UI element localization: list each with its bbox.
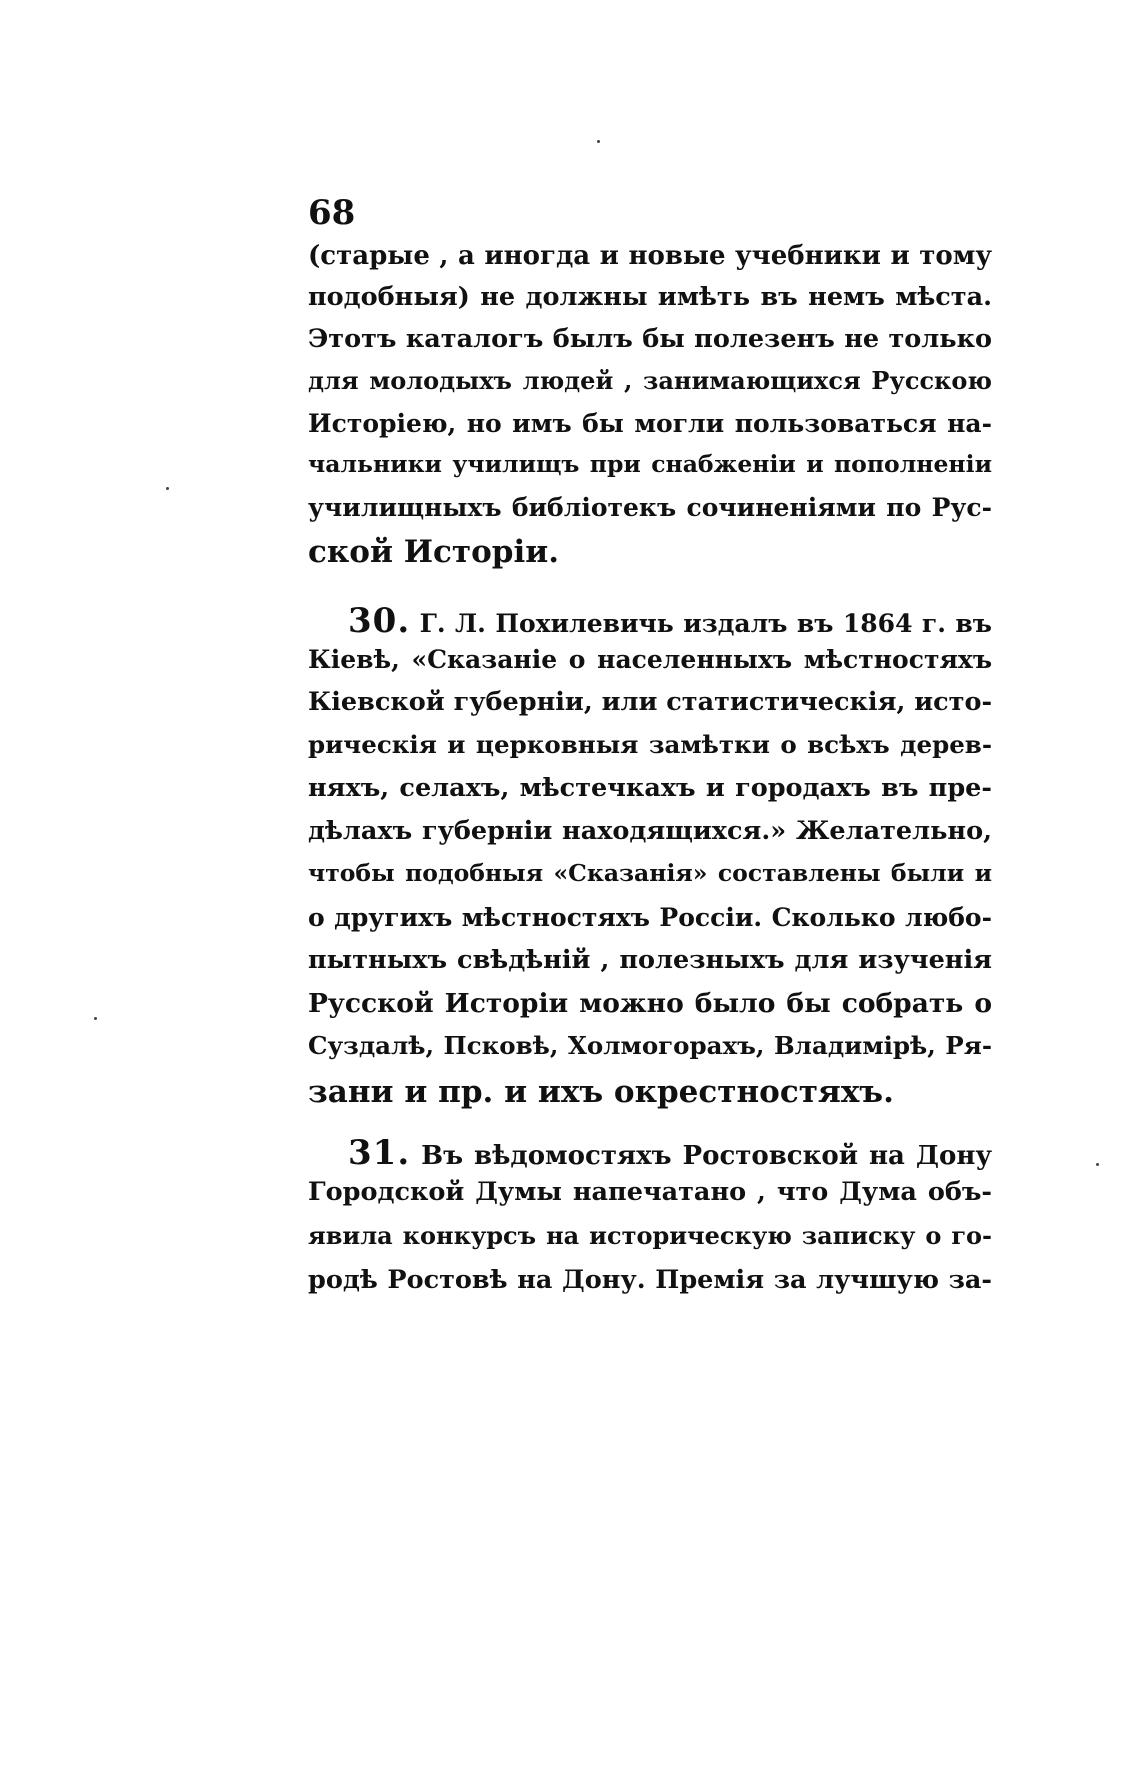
scan-speck	[1096, 1163, 1099, 1166]
text-line: Городской Думы напечатано , что Дума объ-	[308, 1177, 992, 1207]
text-line: рическія и церковныя замѣтки о всѣхъ дерев-	[308, 730, 992, 759]
text-line: дѣлахъ губерніи находящихся.» Желательно,	[308, 816, 992, 846]
scan-speck	[597, 140, 600, 143]
text-line: Этотъ каталогъ былъ бы полезенъ не только	[308, 324, 992, 354]
scan-speck	[94, 1017, 97, 1020]
text-line: Кіевѣ, «Сказаніе о населенныхъ мѣстностяхъ	[308, 645, 992, 674]
scan-speck	[166, 487, 169, 490]
text-line: о другихъ мѣстностяхъ Россіи. Сколько любо-	[308, 903, 992, 932]
text-line: Русской Исторіи можно было бы собрать о	[308, 988, 992, 1019]
text-line: родѣ Ростовѣ на Дону. Премія за лучшую за-	[308, 1265, 992, 1295]
text-line: чтобы подобныя «Сказанія» составлены были и	[308, 859, 992, 887]
paragraph-number: 30.	[348, 601, 411, 641]
paragraph-first-line	[348, 1133, 992, 1173]
text-line: зани и пр. и ихъ окрестностяхъ.	[308, 1074, 894, 1110]
text-span: Въ вѣдомостяхъ Ростовской на Дону	[421, 1141, 992, 1171]
paragraph-number: 31.	[348, 1133, 411, 1173]
text-line: ской Исторіи.	[308, 534, 560, 570]
text-line: чальники училищъ при снабженіи и пополненіи	[308, 450, 992, 478]
text-line: няхъ, селахъ, мѣстечкахъ и городахъ въ пре-	[308, 773, 992, 803]
text-line: Кіевской губерніи, или статистическія, исто-	[308, 687, 993, 717]
text-line: училищныхъ библіотекъ сочиненіями по Рус-	[308, 493, 992, 522]
text-line: (старые , а иногда и новые учебники и тому	[308, 241, 992, 271]
text-line: для молодыхъ людей , занимающихся Русскою	[308, 366, 992, 395]
text-span: Г. Л. Похилевичь издалъ въ 1864 г. въ	[419, 609, 992, 638]
text-line: явила конкурсъ на историческую записку о го-	[308, 1221, 992, 1250]
page-number: 68	[308, 193, 356, 233]
paragraph-first-line	[348, 601, 992, 641]
text-line: пытныхъ свѣдѣній , полезныхъ для изученія	[308, 945, 992, 975]
text-line: подобныя) не должны имѣть въ немъ мѣста.	[308, 282, 992, 312]
text-line: Исторіею, но имъ бы могли пользоваться на-	[308, 409, 992, 438]
text-line: Суздалѣ, Псковѣ, Холмогорахъ, Владимірѣ, Ря-	[308, 1031, 992, 1060]
